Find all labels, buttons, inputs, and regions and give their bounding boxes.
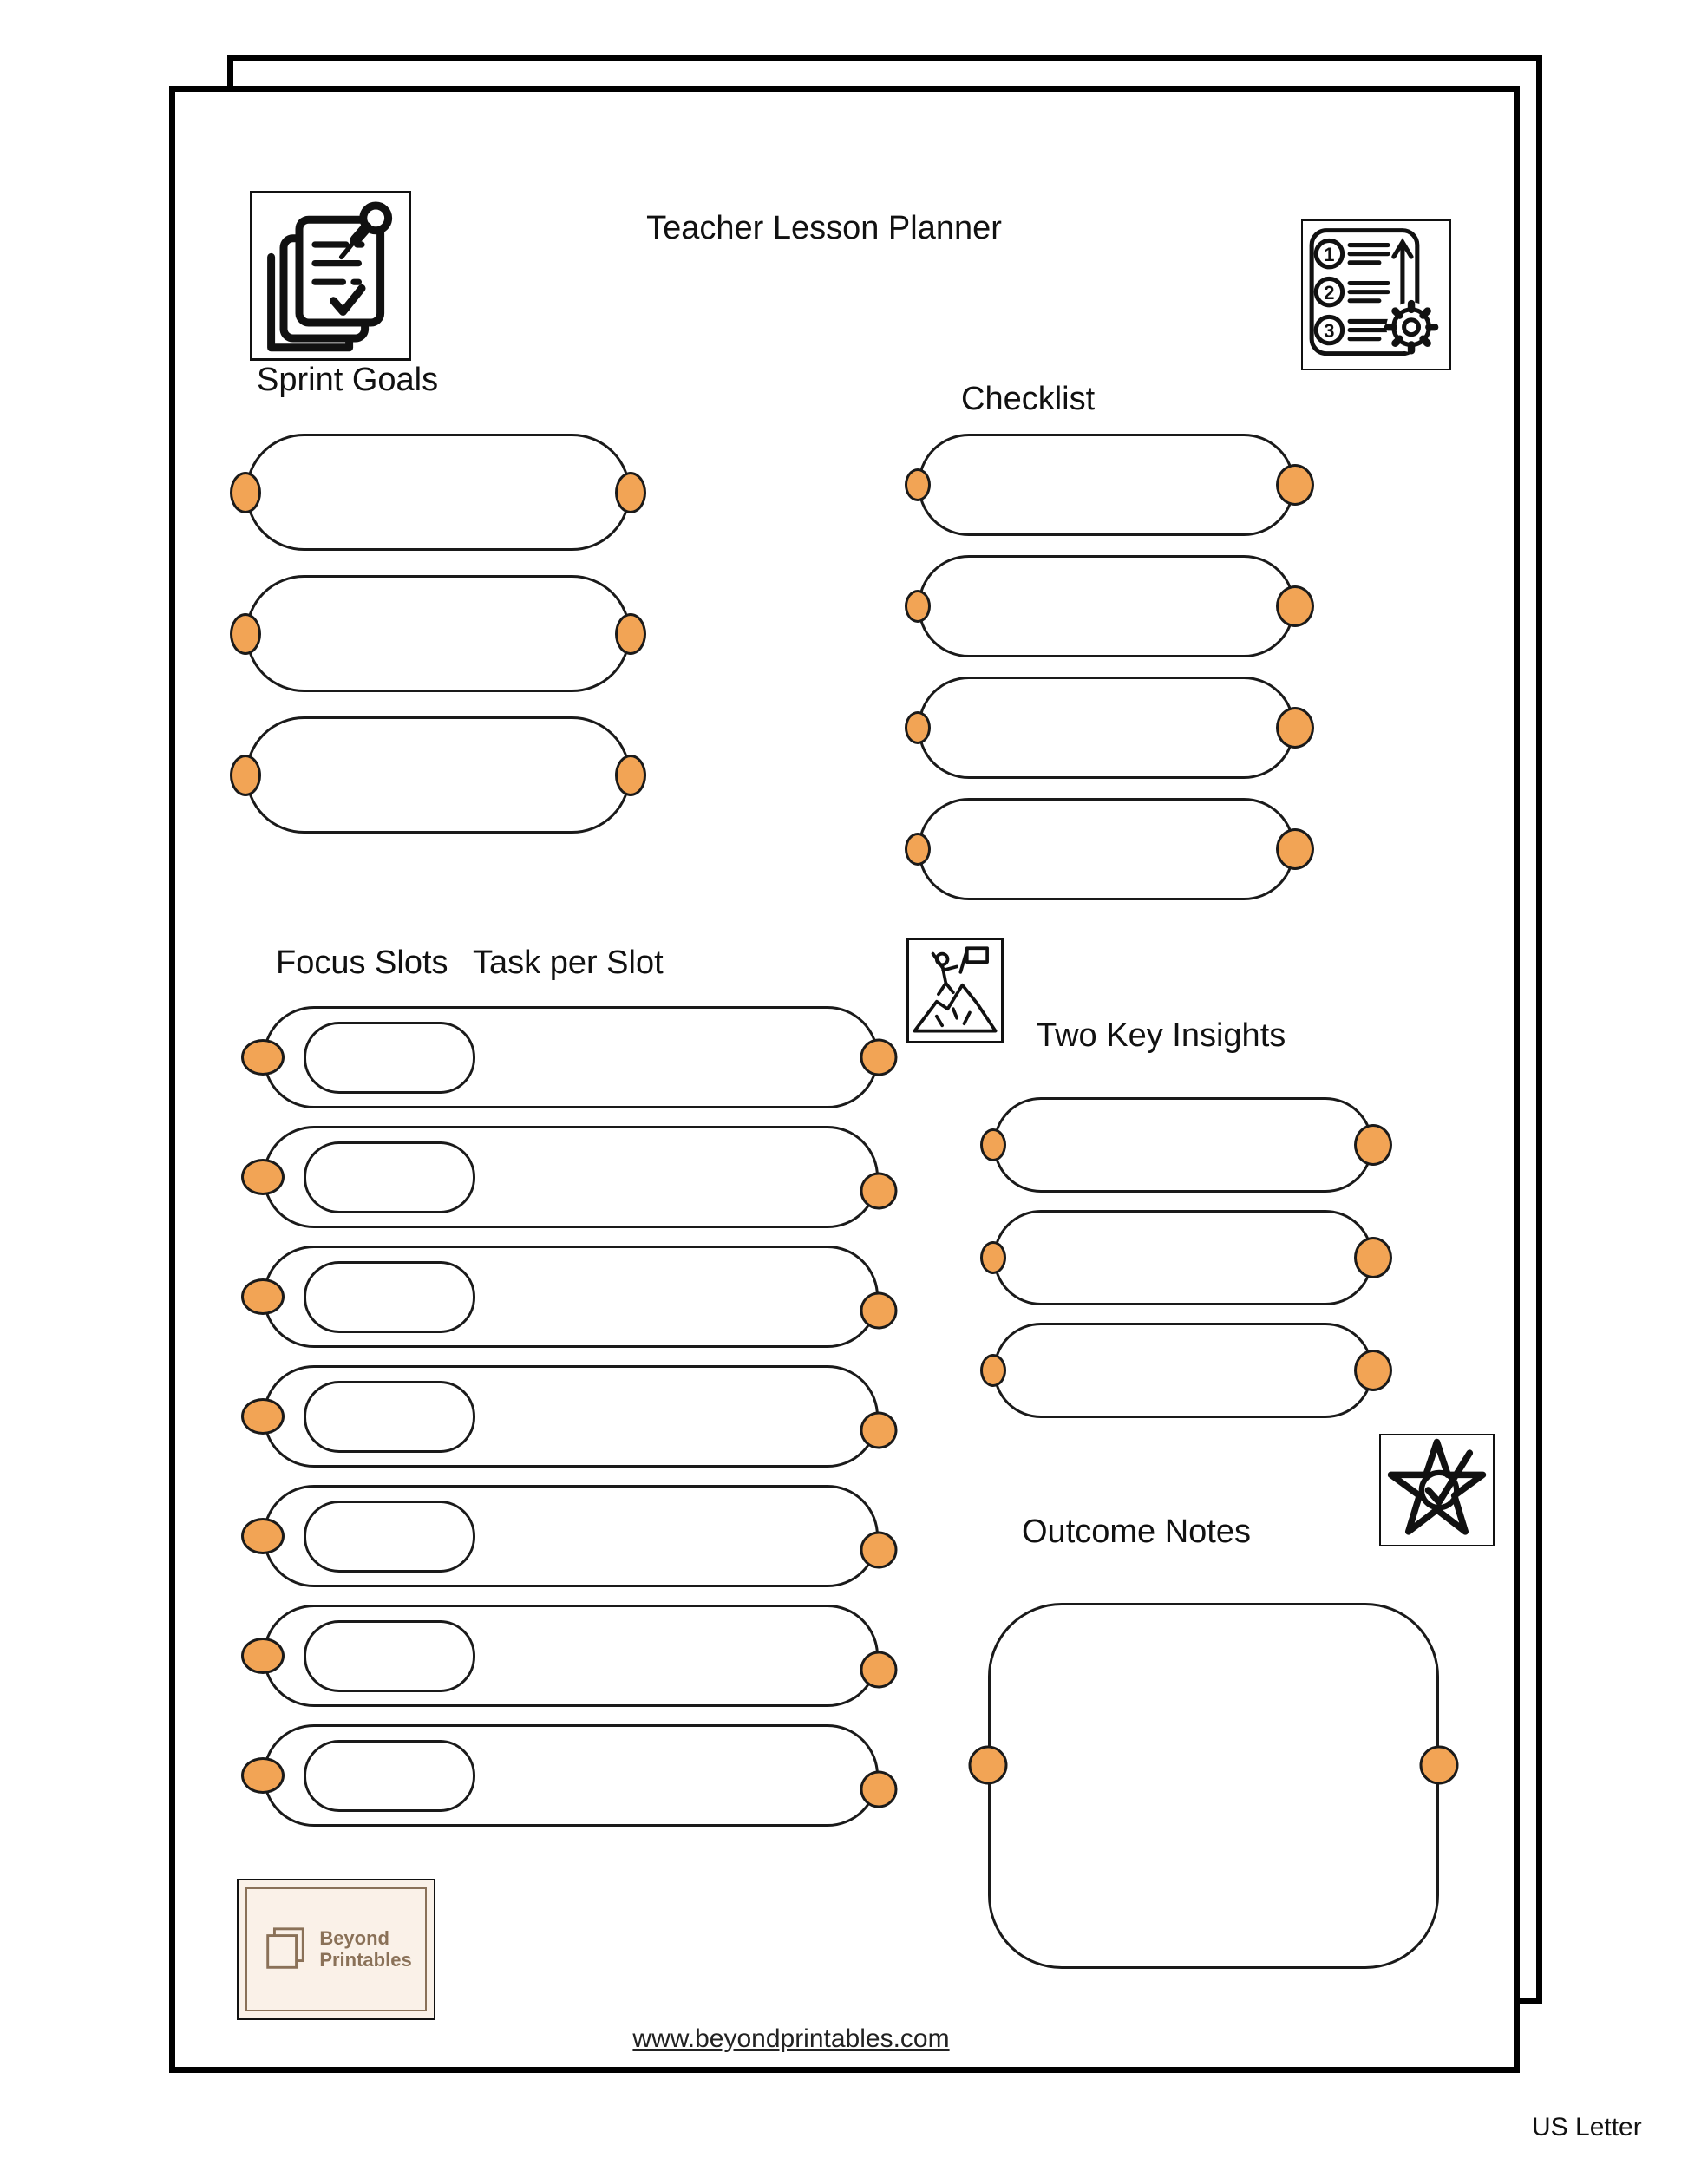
- anchor-dot: [230, 755, 261, 796]
- task-per-slot-field[interactable]: [263, 1485, 879, 1587]
- anchor-dot: [241, 1638, 285, 1674]
- focus-slot-field[interactable]: [304, 1022, 475, 1094]
- logo-wordmark: [319, 1928, 411, 1970]
- checklist-heading: Checklist: [961, 381, 1096, 417]
- task-per-slot-field[interactable]: [263, 1605, 879, 1707]
- anchor-dot: [230, 613, 261, 655]
- anchor-dot: [1276, 828, 1314, 870]
- task-per-slot-field[interactable]: [263, 1006, 879, 1108]
- anchor-dot: [860, 1532, 898, 1569]
- anchor-dot: [905, 833, 931, 866]
- anchor-dot: [230, 472, 261, 513]
- sprint-goal-field[interactable]: [245, 434, 631, 551]
- anchor-dot: [1276, 707, 1314, 749]
- outcome-notes-area[interactable]: [988, 1603, 1439, 1969]
- task-per-slot-field[interactable]: [263, 1246, 879, 1348]
- anchor-dot: [980, 1354, 1006, 1387]
- anchor-dot: [615, 613, 646, 655]
- anchor-dot: [615, 472, 646, 513]
- anchor-dot: [860, 1039, 898, 1076]
- anchor-dot: [860, 1771, 898, 1808]
- sprint-goals-heading: Sprint Goals: [257, 362, 439, 398]
- anchor-dot: [241, 1757, 285, 1794]
- star-check-icon: [1379, 1434, 1495, 1546]
- svg-text:1: 1: [1324, 244, 1335, 266]
- anchor-dot: [860, 1173, 898, 1210]
- anchor-dot: [980, 1128, 1006, 1161]
- task-per-slot-field[interactable]: [263, 1365, 879, 1468]
- anchor-dot: [860, 1651, 898, 1689]
- anchor-dot: [241, 1159, 285, 1195]
- focus-slot-field[interactable]: [304, 1620, 475, 1692]
- page-title: Teacher Lesson Planner: [646, 210, 1002, 246]
- checklist-field[interactable]: [918, 434, 1295, 536]
- anchor-dot: [969, 1746, 1008, 1785]
- anchor-dot: [1276, 464, 1314, 506]
- anchor-dot: [1420, 1746, 1459, 1785]
- insight-field[interactable]: [993, 1097, 1373, 1193]
- numbered-steps-gear-icon: [1301, 219, 1451, 370]
- paper-size-label: US Letter: [1532, 2113, 1642, 2141]
- anchor-dot: [980, 1241, 1006, 1274]
- logo-line2: Printables: [319, 1948, 412, 1971]
- task-per-slot-heading: Task per Slot: [473, 945, 664, 981]
- pinned-notes-icon: [250, 191, 411, 361]
- outcome-notes-heading: Outcome Notes: [1022, 1514, 1251, 1550]
- anchor-dot: [860, 1412, 898, 1449]
- anchor-dot: [1354, 1350, 1392, 1391]
- anchor-dot: [615, 755, 646, 796]
- anchor-dot: [1354, 1237, 1392, 1278]
- sprint-goal-field[interactable]: [245, 716, 631, 834]
- checklist-field[interactable]: [918, 677, 1295, 779]
- focus-slot-field[interactable]: [304, 1501, 475, 1573]
- anchor-dot: [905, 590, 931, 623]
- anchor-dot: [1354, 1124, 1392, 1166]
- checklist-field[interactable]: [918, 555, 1295, 657]
- logo-inner-frame: [245, 1887, 427, 2011]
- focus-slot-field[interactable]: [304, 1740, 475, 1812]
- stacked-pages-icon: [260, 1925, 311, 1975]
- footer-url-link[interactable]: www.beyondprintables.com: [632, 2024, 950, 2053]
- anchor-dot: [860, 1292, 898, 1330]
- anchor-dot: [241, 1039, 285, 1076]
- task-per-slot-field[interactable]: [263, 1724, 879, 1827]
- svg-text:3: 3: [1324, 320, 1335, 343]
- focus-slots-heading: Focus Slots: [276, 945, 448, 981]
- anchor-dot: [241, 1518, 285, 1554]
- task-per-slot-field[interactable]: [263, 1126, 879, 1228]
- beyond-printables-logo: [237, 1879, 435, 2020]
- focus-slot-field[interactable]: [304, 1381, 475, 1453]
- svg-text:2: 2: [1324, 282, 1335, 304]
- anchor-dot: [905, 711, 931, 744]
- insight-field[interactable]: [993, 1210, 1373, 1305]
- anchor-dot: [241, 1398, 285, 1435]
- insight-field[interactable]: [993, 1323, 1373, 1418]
- focus-slot-field[interactable]: [304, 1141, 475, 1213]
- focus-slot-field[interactable]: [304, 1261, 475, 1333]
- two-key-insights-heading: Two Key Insights: [1037, 1017, 1286, 1054]
- anchor-dot: [905, 468, 931, 501]
- sprint-goal-field[interactable]: [245, 575, 631, 692]
- checklist-field[interactable]: [918, 798, 1295, 900]
- anchor-dot: [241, 1278, 285, 1315]
- anchor-dot: [1276, 585, 1314, 627]
- mountain-climber-flag-icon: [906, 938, 1004, 1043]
- logo-line1: Beyond: [319, 1927, 389, 1950]
